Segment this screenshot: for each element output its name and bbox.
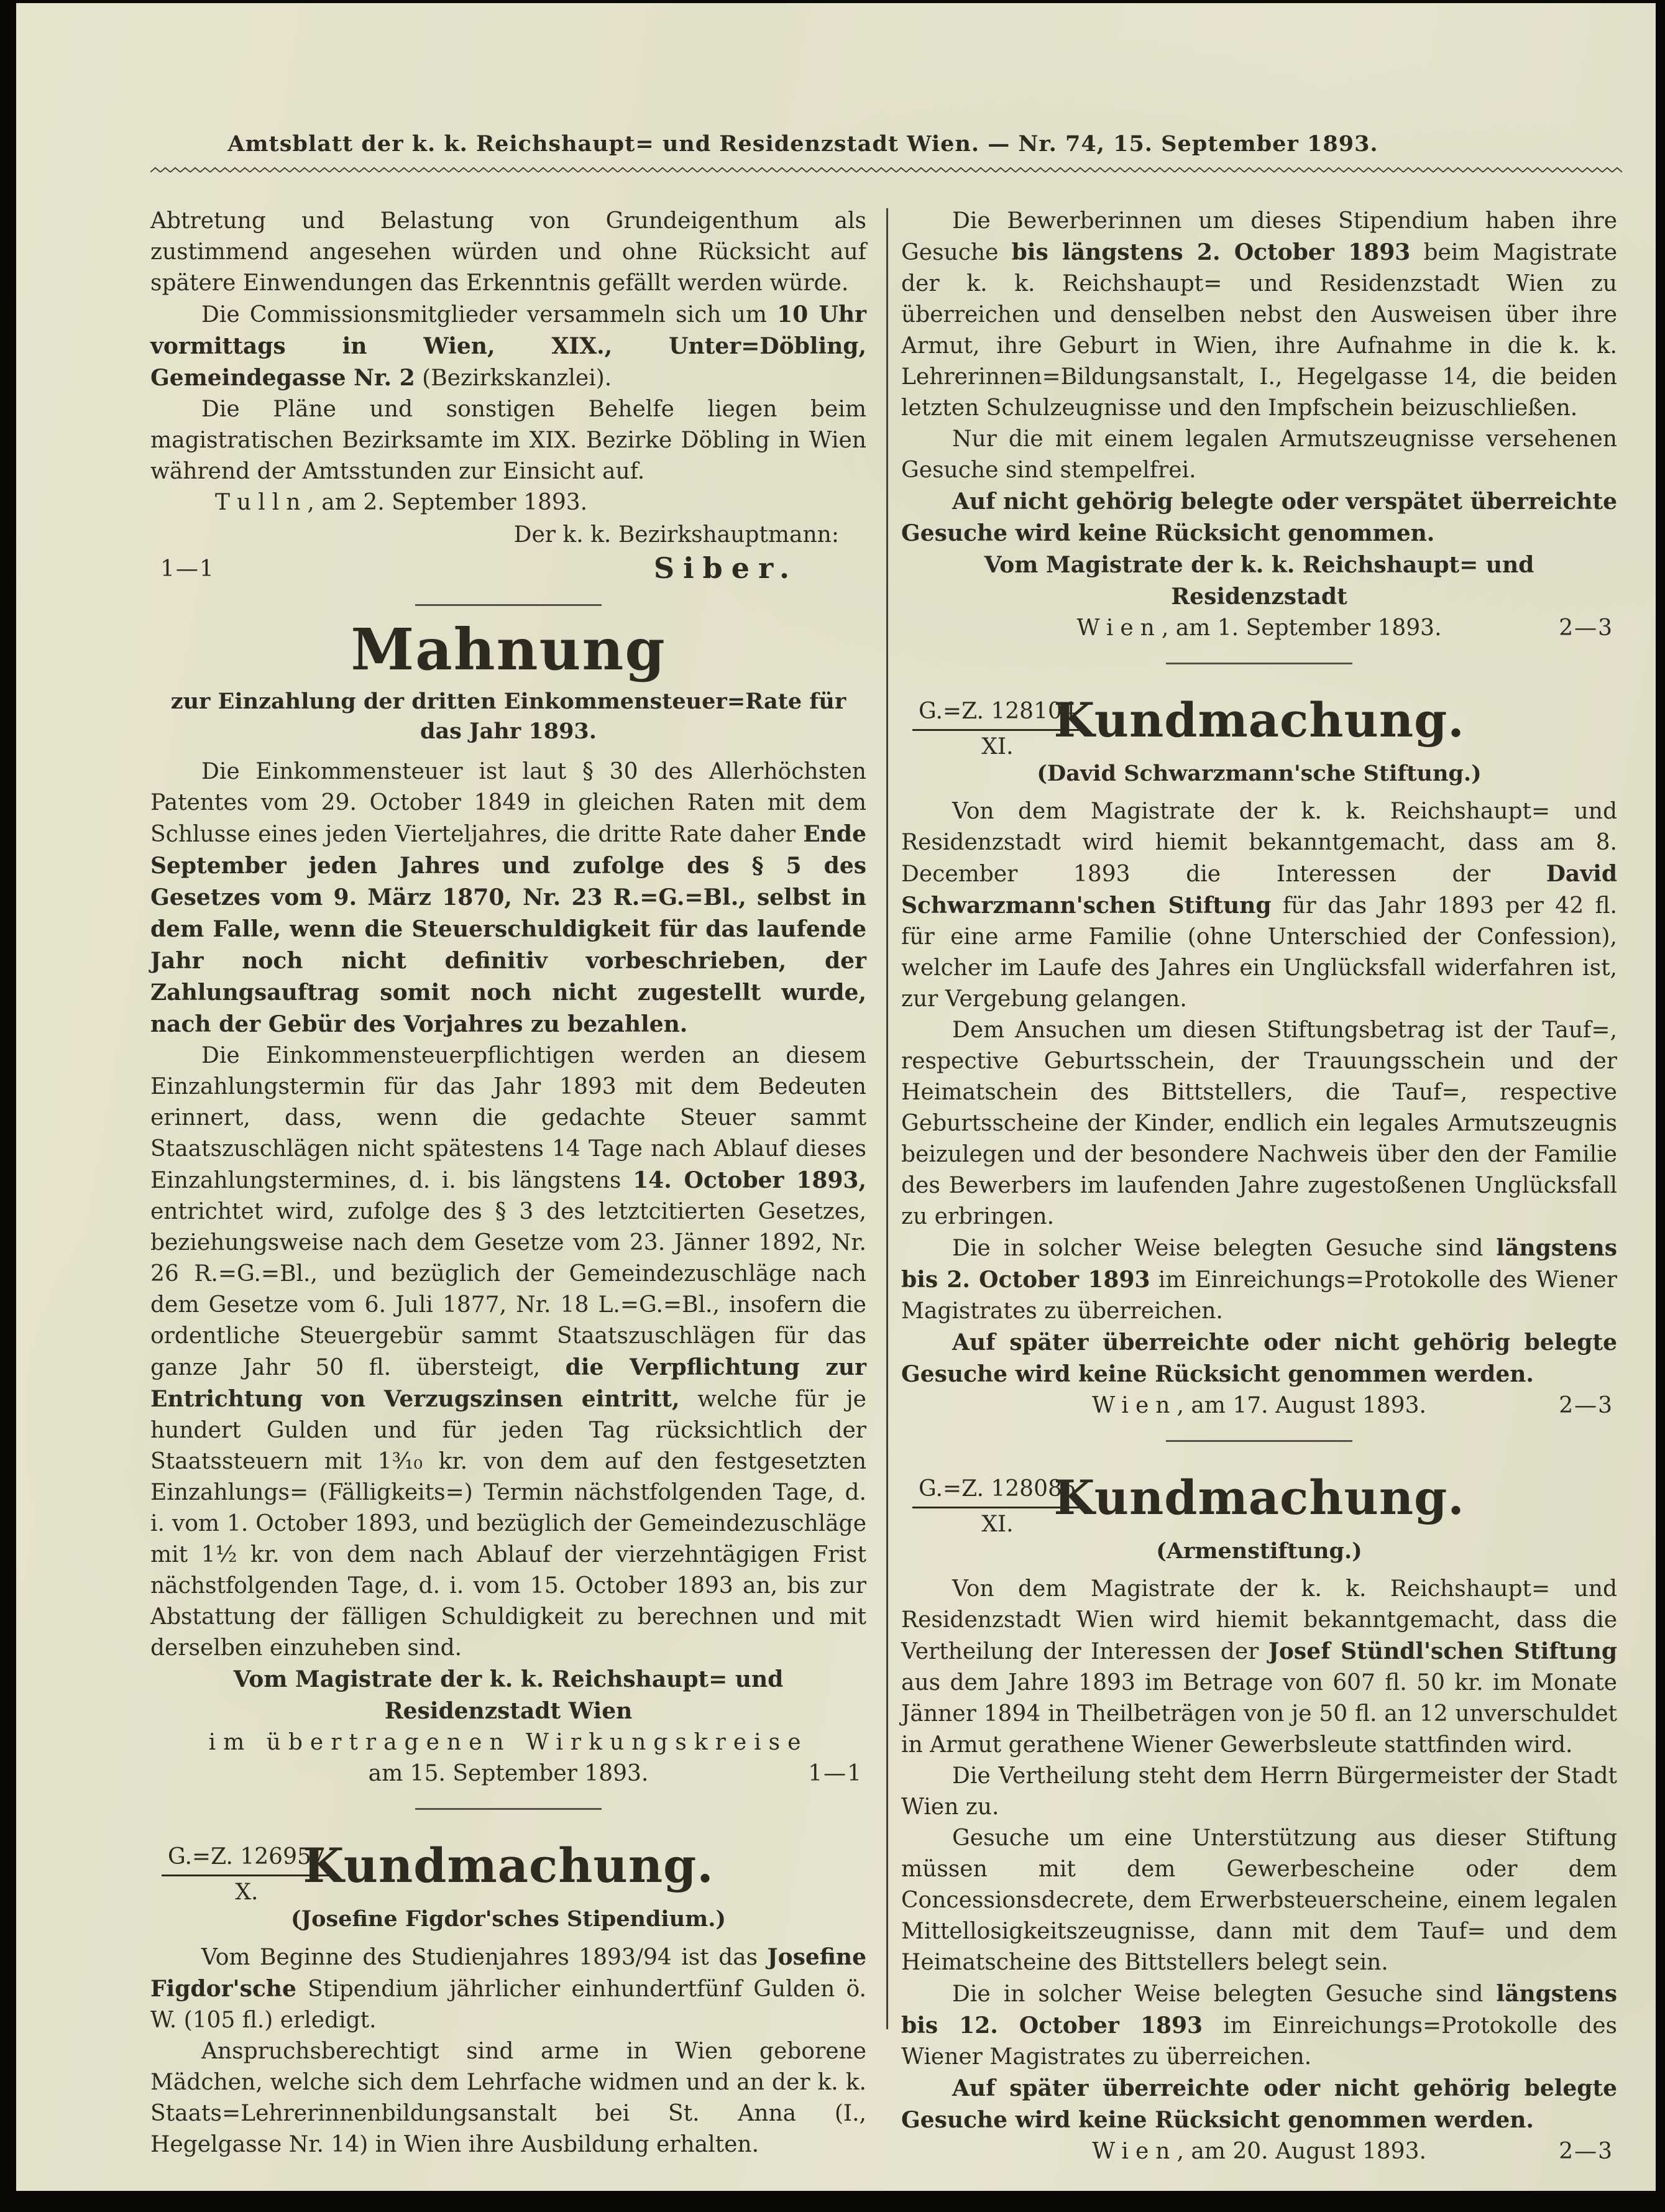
proclamation-title: Kundmachung.: [1053, 692, 1465, 748]
proclamation-subtitle: (David Schwarzmann'sche Stiftung.): [1037, 761, 1482, 786]
article-paragraph: [901, 486, 1617, 549]
text-run: Die Einkommensteuerpflichtigen werden an diesem Einzahlungstermin für das Jahr 1893 mit dem Bedeuten erinnert, dass, wenn die gedachte Steuer sammt Staatszuschlägen nicht spätestens 14 Tage nach Ablauf dieses Einzahlungstermines, d. i. bis längstens: [150, 1043, 866, 1193]
text-run: Die Commissionsmitglieder versammeln sich um: [201, 302, 777, 328]
article-paragraph: [150, 756, 866, 1040]
text-run: Von dem Magistrate der k. k. Reichshaupt= und Residenzstadt Wien wird hiemit bekanntgemacht, dass die Vertheilung der Interessen der: [901, 1576, 1617, 1664]
dateline-date: am 15. September 1893.: [368, 1761, 649, 1786]
text-run: beim Magistrate der k. k. Reichshaupt= und Residenzstadt Wien zu überreichen und denselben nebst den Ausweisen über ihre Armut, ihre Geburt in Wien, ihre Aufnahme in die k. k. Lehrerinnen=Bildungsanstalt, I., Hegelgasse 14, die beiden letzten Schulzeugnisse und den Impfschein beizuschließen.: [901, 240, 1618, 421]
proclamation-title: Kundmachung.: [303, 1838, 714, 1893]
proclamation-title: Kundmachung.: [1053, 1470, 1465, 1525]
proclamation-heading-block: [901, 676, 1617, 789]
section-separator: [901, 1433, 1617, 1444]
text-run: Ende September jeden Jahres und zufolge des § 5 des Gesetzes vom 9. März 1870, Nr. 23 R.=G.=Bl., selbst in dem Falle, wenn die Steuerschuldigkeit für das laufende Jahr noch nicht definitiv vorbeschrieben, der Zahlungsauftrag somit noch nicht zugestellt wurde, nach der Gebür des Vorjahres zu bezahlen.: [150, 821, 866, 1037]
separator-rule: [415, 604, 602, 606]
section-separator: [901, 655, 1617, 667]
signature-block: [150, 520, 866, 585]
text-run: Die Einkommensteuer ist laut § 30 des Allerhöchsten Patentes vom 29. October 1849 in gleichen Raten mit dem Schlusse eines jeden Vierteljahres, die dritte Rate daher: [150, 759, 866, 847]
newspaper-page: [16, 3, 1656, 2191]
article-paragraph: [901, 424, 1617, 486]
text-run: 10 Uhr vormittags in Wien, XIX., Unter=Döbling, Gemeindegasse Nr. 2: [150, 301, 866, 391]
article-paragraph: [901, 1978, 1617, 2073]
text-run: längstens bis 2. October 1893: [901, 1235, 1617, 1293]
dateline-date: , am 20. August 1893.: [1177, 2139, 1426, 2164]
article-paragraph: [901, 1574, 1617, 1761]
text-run: Von dem Magistrate der k. k. Reichshaupt= und Residenzstadt wird hiemit bekanntgemacht, dass am 8. December 1893 die Interessen der: [901, 799, 1617, 887]
text-run: Die in solcher Weise belegten Gesuche sind: [952, 1236, 1497, 1261]
insertion-count-note: 1—1: [808, 1761, 863, 1786]
file-number: [162, 1843, 332, 1906]
signatory-role: Der k. k. Bezirkshauptmann:: [513, 522, 839, 548]
dateline-place: Wien: [1092, 1393, 1177, 1418]
proclamation-subtitle: (Armenstiftung.): [1156, 1538, 1362, 1564]
article-paragraph: [901, 1823, 1617, 1978]
zigzag-rule: [150, 165, 1622, 176]
signatory-name: Siber.: [653, 551, 798, 585]
dateline: [150, 487, 866, 518]
article-subtitle: zur Einzahlung der dritten Einkommensteuer=Rate für das Jahr 1893.: [170, 689, 846, 744]
text-run: David Schwarzmann'schen Stiftung: [901, 861, 1617, 919]
dateline-date: , am 1. September 1893.: [1161, 615, 1442, 641]
article-paragraph: [901, 1232, 1617, 1327]
separator-rule: [1166, 663, 1352, 664]
article-paragraph: [901, 206, 1617, 424]
text-run: Auf nicht gehörig belegte oder verspätet überreichte Gesuche wird keine Rücksicht genommen.: [901, 489, 1617, 546]
proclamation-heading-block: [150, 1821, 866, 1934]
dateline-place: Wien: [1092, 2139, 1177, 2164]
section-separator: [150, 597, 866, 608]
article-paragraph: [901, 1761, 1617, 1823]
text-run: für das Jahr 1893 per 42 fl. für eine arme Familie (ohne Unterschied der Confession), welcher im Laufe des Jahres ein Unglücksfall widerfahren ist, zur Vergebung gelangen.: [901, 893, 1617, 1012]
article-paragraph: [150, 1942, 866, 2036]
text-run: Josef Stündl'schen Stiftung: [1268, 1638, 1617, 1664]
text-run: Die Bewerberinnen um dieses Stipendium haben ihre Gesuche: [901, 208, 1617, 265]
text-run: im Einreichungs=Protokolle des Wiener Magistrates zu überreichen.: [901, 2013, 1617, 2070]
right-column: [901, 206, 1617, 2167]
dateline-date: , am 2. September 1893.: [307, 490, 588, 515]
dateline-date: , am 17. August 1893.: [1177, 1393, 1426, 1418]
dateline: [901, 1390, 1617, 1421]
file-number-department: X.: [235, 1879, 259, 1905]
dateline-place: Wien: [1076, 615, 1162, 641]
article-paragraph: [150, 1664, 866, 1727]
text-run: Vom Magistrate der k. k. Reichshaupt= und Residenzstadt Wien: [233, 1666, 784, 1724]
article-paragraph: [150, 1727, 866, 1758]
text-run: Auf später überreichte oder nicht gehörig belegte Gesuche wird keine Rücksicht genommen werden.: [901, 1329, 1617, 1387]
file-number-value: G.=Z. 128104: [912, 698, 1083, 731]
left-column: [150, 206, 866, 2160]
proclamation-heading-block: [901, 1453, 1617, 1566]
article-paragraph: [901, 796, 1617, 1015]
dateline: [150, 1758, 866, 1789]
text-run: 14. October 1893,: [633, 1167, 866, 1193]
file-number-department: XI.: [981, 734, 1014, 760]
article-paragraph: [150, 394, 866, 487]
insertion-count-note: 2—3: [1559, 1393, 1613, 1418]
text-run: Anspruchsberechtigt sind arme in Wien geborene Mädchen, welche sich dem Lehrfache widmen und an der k. k. Staats=Lehrerinnenbildungsanstalt bei St. Anna (I., Hegelgasse Nr. 14) in Wien ihre Ausbildung erhalten.: [150, 2039, 866, 2157]
column-divider-rule: [886, 208, 888, 2029]
file-number-value: G.=Z. 128085: [912, 1475, 1083, 1508]
text-run: Vom Magistrate der k. k. Reichshaupt= und Residenzstadt: [984, 552, 1534, 610]
article-paragraph: [150, 2036, 866, 2160]
separator-rule: [1166, 1440, 1352, 1442]
text-run: Nur die mit einem legalen Armutszeugnisse versehenen Gesuche sind stempelfrei.: [901, 426, 1617, 483]
dateline: [901, 2136, 1617, 2167]
text-run: Gesuche um eine Unterstützung aus dieser Stiftung müssen mit dem Gewerbescheine oder dem Concessionsdecrete, dem Erwerbsteuerscheine, einem legalen Mittellosigkeitszeugnisse, dann mit dem Tauf= und dem Heimatscheine des Bittstellers belegt sein.: [901, 1825, 1617, 1975]
proclamation-subtitle: (Josefine Figdor'sches Stipendium.): [291, 1906, 726, 1932]
dateline-place: Tulln: [215, 490, 308, 515]
article-heading-block: [150, 617, 866, 746]
article-paragraph: [150, 206, 866, 299]
article-paragraph: [150, 299, 866, 394]
text-run: (Bezirkskanzlei).: [415, 365, 612, 391]
text-run: entrichtet wird, zufolge des § 3 des letztcitierten Gesetzes, beziehungsweise nach dem Gesetze vom 23. Jänner 1892, Nr. 26 R.=G.=Bl., und bezüglich der Gemeindezuschläge nach dem Gesetze vom 6. Juli 1877, Nr. 18 L.=G.=Bl., insofern die ordentliche Steuergebür sammt Staatszuschlägen für das ganze Jahr 50 fl. übersteigt,: [150, 1199, 866, 1380]
masthead-running-title: Amtsblatt der k. k. Reichshaupt= und Residenzstadt Wien. — Nr. 74, 15. September 1893.: [227, 131, 1378, 157]
text-run: Josefine Figdor'sche: [150, 1944, 866, 2002]
text-run: aus dem Jahre 1893 im Betrage von 607 fl. 50 kr. im Monate Jänner 1894 in Theilbeträgen von je 50 fl. an 12 unverschuldet in Armut gerathene Wiener Gewerbsleute stattfinden wird.: [901, 1670, 1617, 1758]
text-run: im übertragenen Wirkungskreise: [208, 1730, 809, 1755]
insertion-count-note: 1—1: [160, 556, 215, 582]
text-run: Die Vertheilung steht dem Herrn Bürgermeister der Stadt Wien zu.: [901, 1763, 1617, 1820]
text-run: längstens bis 12. October 1893: [901, 1981, 1617, 2039]
article-paragraph: [901, 549, 1617, 613]
text-run: bis längstens 2. October 1893: [1011, 239, 1411, 265]
text-run: Die Pläne und sonstigen Behelfe liegen beim magistratischen Bezirksamte im XIX. Bezirke Döbling in Wien während der Amtsstunden zur Einsicht auf.: [150, 397, 866, 484]
text-run: Vom Beginne des Studienjahres 1893/94 ist das: [201, 1945, 768, 1970]
separator-rule: [415, 1808, 602, 1810]
text-run: Auf später überreichte oder nicht gehörig belegte Gesuche wird keine Rücksicht genommen werden.: [901, 2075, 1617, 2133]
text-run: die Verpflichtung zur Entrichtung von Verzugszinsen eintritt,: [150, 1354, 866, 1412]
file-number-value: G.=Z. 126957: [162, 1843, 332, 1876]
text-run: Stipendium jährlicher einhundertfünf Gulden ö. W. (105 fl.) erledigt.: [150, 1976, 866, 2033]
text-run: Abtretung und Belastung von Grundeigenthum als zustimmend angesehen würden und ohne Rücksicht auf spätere Einwendungen das Erkenntnis gefällt werden würde.: [150, 208, 866, 296]
article-paragraph: [901, 1015, 1617, 1232]
insertion-count-note: 2—3: [1559, 615, 1613, 641]
file-number: [912, 1475, 1083, 1538]
article-title: Mahnung: [351, 616, 666, 683]
insertion-count-note: 2—3: [1559, 2139, 1613, 2164]
article-paragraph: [901, 1327, 1617, 1390]
text-run: welche für je hundert Gulden und für jeden Tag rücksichtlich der Staatssteuern mit 1³⁄₁₀ kr. von dem auf den festgesetzten Einzahlungs= (Fälligkeits=) Termin nächstfolgenden Tage, d. i. vom 1. October 1893, und bezüglich der Gemeindezuschläge mit 1½ kr. von dem nach Ablauf der vierzehntägigen Frist nächstfolgenden Tage, d. i. vom 15. October 1893 an, bis zur Abstattung der fälligen Schuldigkeit zu berechnen und mit derselben einzuheben sind.: [150, 1387, 866, 1661]
text-run: Dem Ansuchen um diesen Stiftungsbetrag ist der Tauf=, respective Geburtsschein, der Trauungsschein und der Heimatschein des Bittstellers, die Tauf=, respective Geburtsscheine der Kinder, endlich ein legales Armutszeugnis beizulegen und der besondere Nachweis über den der Familie des Bewerbers im laufenden Jahre zugestoßenen Unglücksfall zu erbringen.: [901, 1017, 1617, 1229]
article-paragraph: [901, 2073, 1617, 2136]
dateline: [901, 613, 1617, 644]
text-run: im Einreichungs=Protokolle des Wiener Magistrates zu überreichen.: [901, 1267, 1617, 1324]
article-paragraph: [150, 1040, 866, 1664]
text-run: Die in solcher Weise belegten Gesuche sind: [952, 1981, 1497, 2007]
section-separator: [150, 1801, 866, 1812]
file-number: [912, 698, 1083, 761]
file-number-department: XI.: [981, 1512, 1014, 1537]
